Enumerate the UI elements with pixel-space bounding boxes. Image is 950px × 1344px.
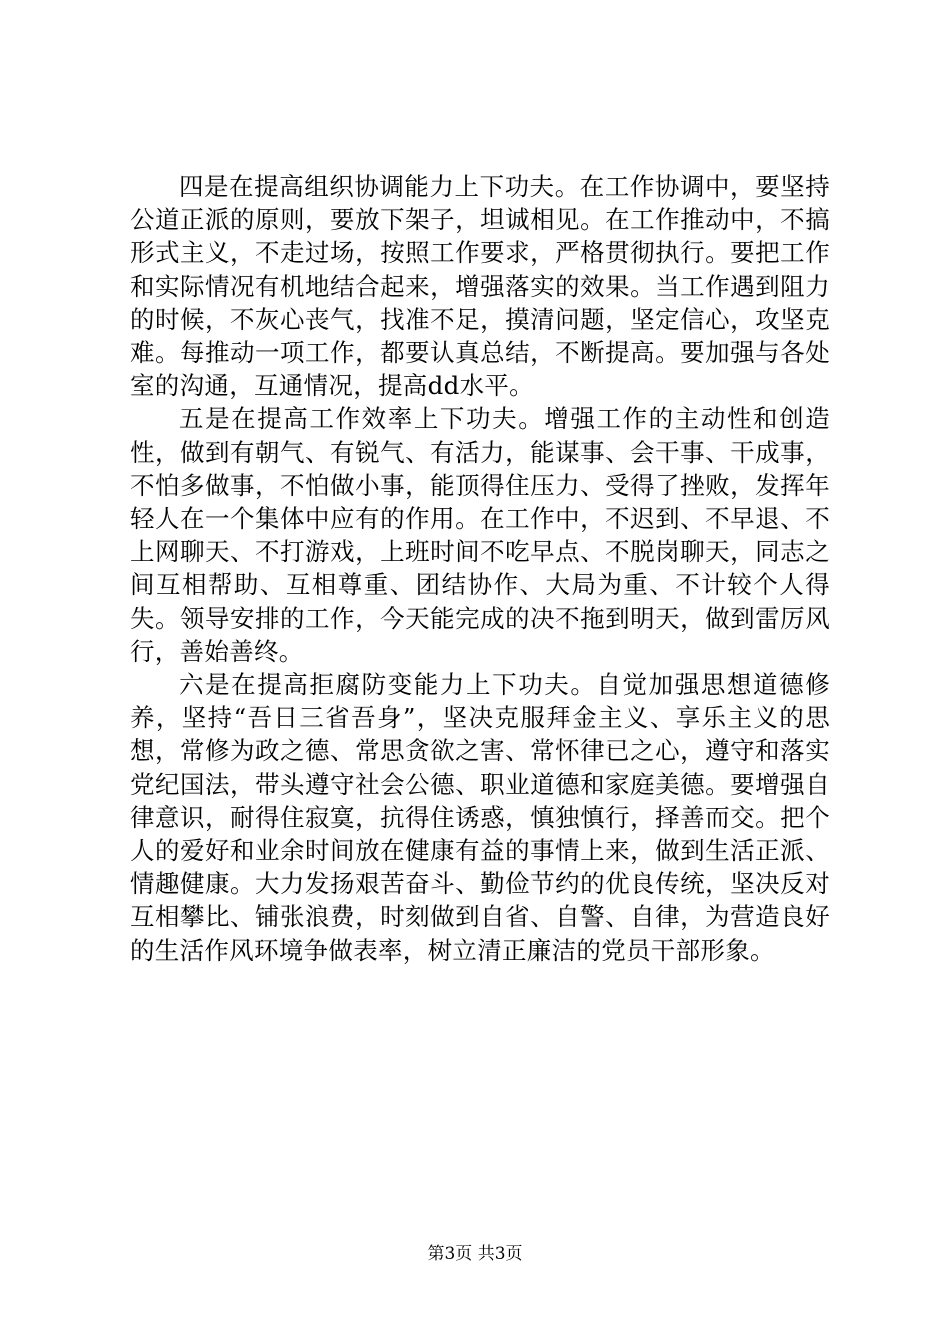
paragraph-anti-corruption: 六是在提高拒腐防变能力上下功夫。自觉加强思想道德修养，坚持“吾日三省吾身”，坚决克服拜金主义、享乐主义的思想，常修为政之德、常思贪欲之害、常怀律已之心，遵守和落实党纪国法，带头遵守社会公德、职业道德和家庭美德。要增强自律意识，耐得住寂寞，抗得住诱惑，慎独慎行，择善而交。把个人的爱好和业余时间放在健康有益的事情上来，做到生活正派、情趣健康。大力发扬艰苦奋斗、勤俭节约的优良传统，坚决反对互相攀比、铺张浪费，时刻做到自省、自警、自律，为营造良好的生活作风环境争做表率，树立清正廉洁的党员干部形象。: [130, 670, 830, 965]
page-number-footer: 第3页 共3页: [427, 1244, 523, 1264]
paragraph-organization-coordination: 四是在提高组织协调能力上下功夫。在工作协调中，要坚持公道正派的原则，要放下架子，坦诚相见。在工作推动中，不搞形式主义，不走过场，按照工作要求，严格贯彻执行。要把工作和实际情况有机地结合起来，增强落实的效果。当工作遇到阻力的时候，不灰心丧气，找准不足，摸清问题，坚定信心，攻坚克难。每推动一项工作，都要认真总结，不断提高。要加强与各处室的沟通，互通情况，提高dd水平。: [130, 172, 830, 401]
paragraph-work-efficiency: 五是在提高工作效率上下功夫。增强工作的主动性和创造性，做到有朝气、有锐气、有活力，能谋事、会干事、干成事，不怕多做事，不怕做小事，能顶得住压力、受得了挫败，发挥年轻人在一个集体中应有的作用。在工作中，不迟到、不早退、不上网聊天、不打游戏，上班时间不吃早点、不脱岗聊天，同志之间互相帮助、互相尊重、团结协作、大局为重、不计较个人得失。领导安排的工作，今天能完成的决不拖到明天，做到雷厉风行，善始善终。: [130, 404, 830, 666]
document-body: [130, 170, 830, 967]
